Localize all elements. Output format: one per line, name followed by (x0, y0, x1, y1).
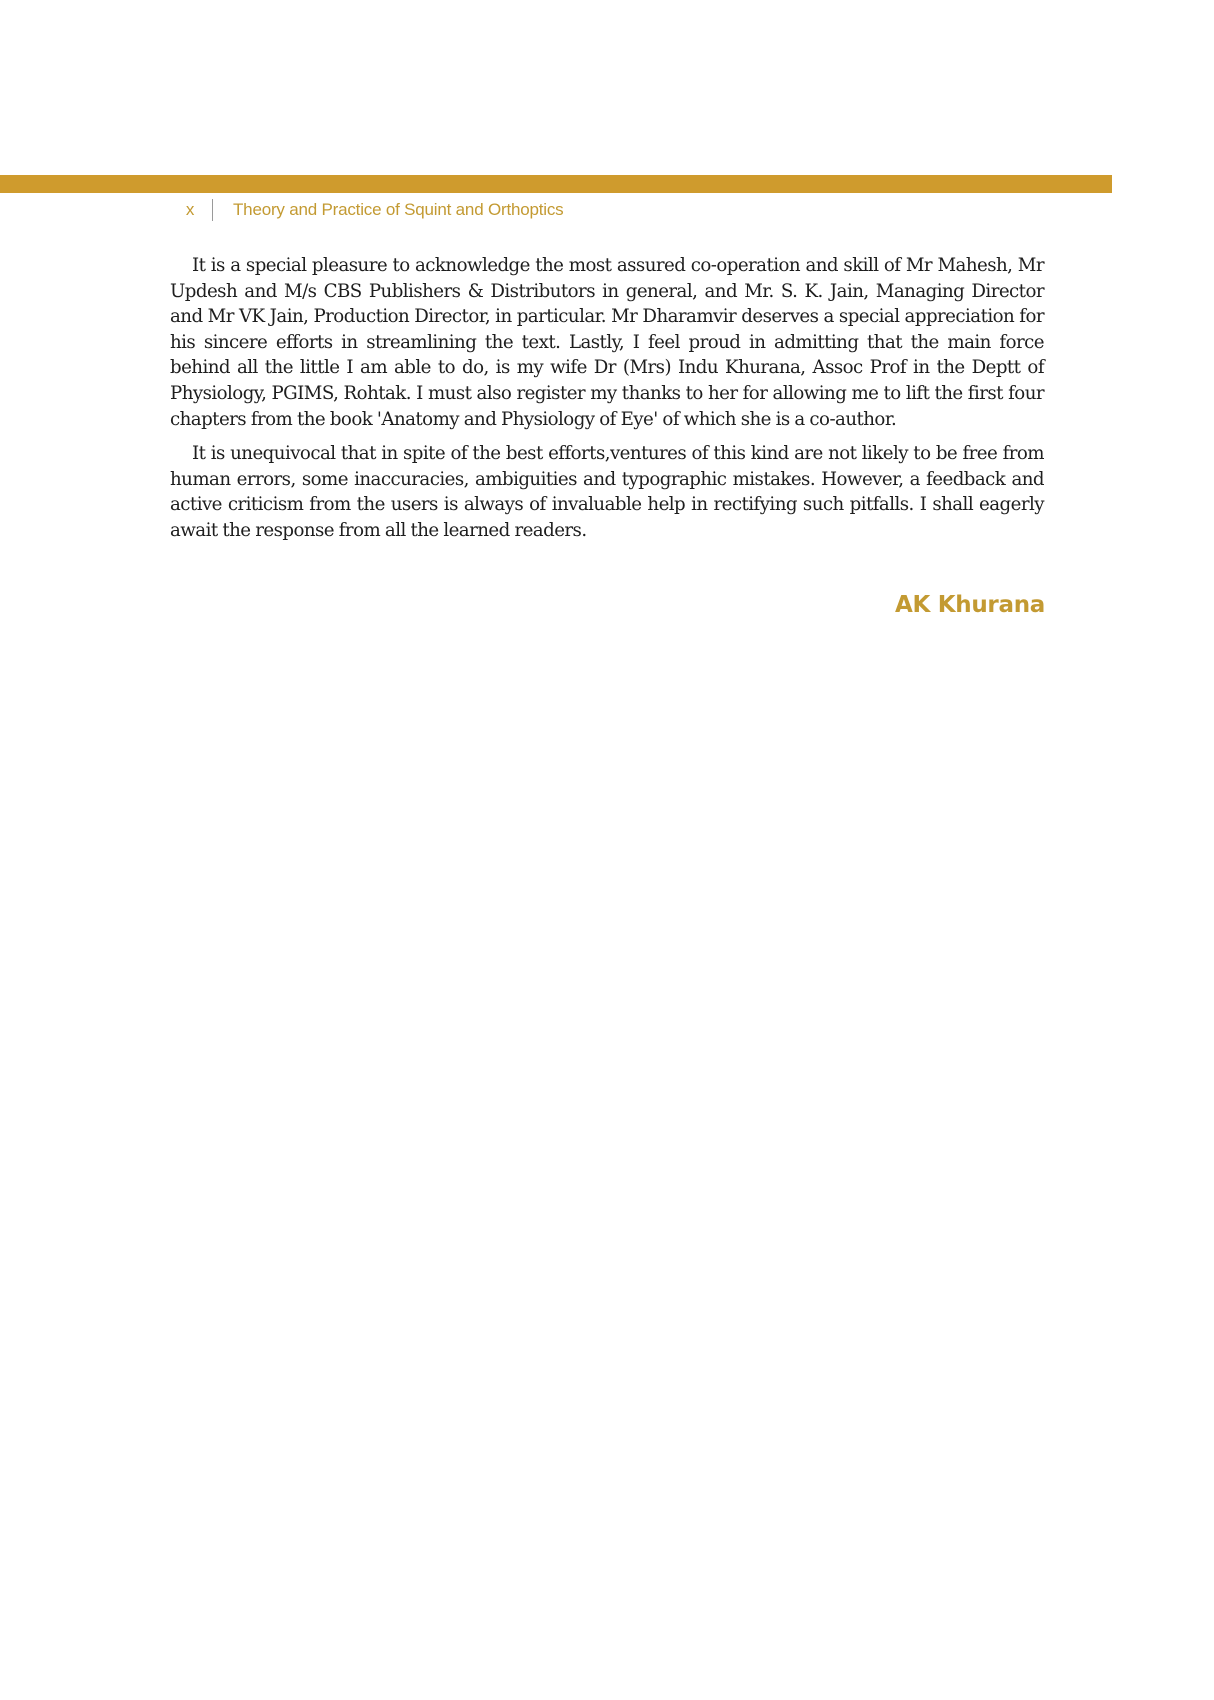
author-signature: AK Khurana (895, 592, 1045, 618)
header-divider (212, 199, 213, 221)
body-text (170, 253, 1044, 553)
paragraph-acknowledgement: It is a special pleasure to acknowledge the most assured co-operation and skill of Mr Mahesh, Mr Updesh and M/s CBS Publishers & Distributors in general, and Mr. S. K. Jain, Managing Director and Mr VK Jain, Production Director, in particular. Mr Dharamvir deserves a special appreciation for his sincere efforts in streamlining the text. Lastly, I feel proud in admitting that the main force behind all the little I am able to do, is my wife Dr (Mrs) Indu Khurana, Assoc Prof in the Deptt of Physiology, PGIMS, Rohtak. I must also register my thanks to her for allowing me to lift the first four chapters from the book 'Anatomy and Physiology of Eye' of which she is a co-author. (170, 255, 1044, 430)
header-accent-bar (0, 175, 1112, 193)
paragraph-feedback: It is unequivocal that in spite of the best efforts,ventures of this kind are not likely to be free from human errors, some inaccuracies, ambiguities and typographic mistakes. However, a feedback and active criticism from the users is always of invaluable help in rectifying such pitfalls. I shall eagerly await the response from all the learned readers. (170, 443, 1044, 541)
book-title: Theory and Practice of Squint and Orthoptics (233, 200, 564, 219)
page-number: x (185, 200, 195, 219)
running-header (183, 198, 563, 222)
